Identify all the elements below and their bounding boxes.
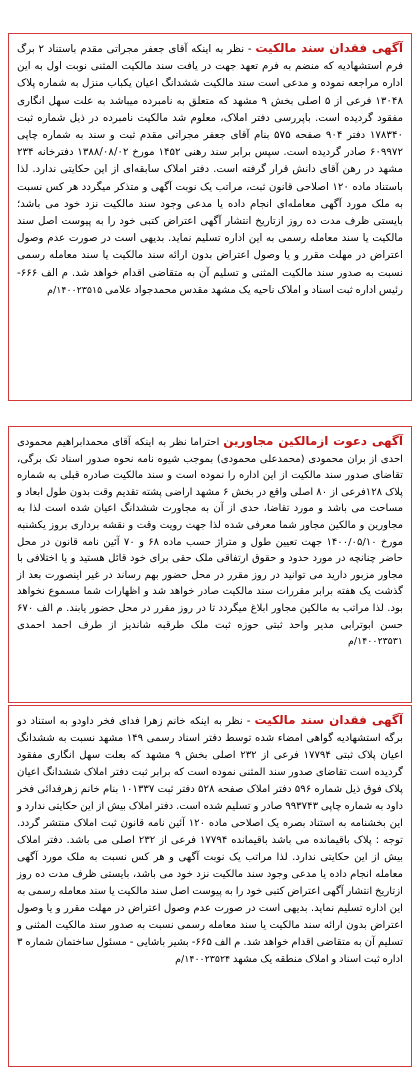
notice-2-signature: م الف ۶۷۰ حسن ابوترابی مدیر واحد ثبتی حوزه ثبت ملک طرقبه شاندیز از طرف احمد احمدی xyxy=(17,602,403,631)
notice-3-body: - نظر به اینکه خانم زهرا فدای فخر داودو به استناد دو برگه استشهادیه گواهی امضاء شده توسط دفتر اسناد رسمی ۱۴۹ مشهد نسبت به ششدانگ اعیان پلاک ثبتی ۱۷۷۹۴ فرعی از ۲۳۲ اصلی بخش ۹ مشهد که بعلت سهل انگاری مفقود گردیده است تقاضای صدور سند المثنی نموده است که برابر ثبت دفتر املاک ششدانگ اعیان پلاک فوق ذیل شماره ۵۹۶ دفتر املاک صفحه ۵۲۸ دفتر ثبت ۱۰۱۳۳۷ بنام خانم زهرفدائی فخر داود به شماره چاپی ۹۹۳۷۴۳ صادر و تسلیم شده است. دفتر املاک بیش از این حکایتی ندارد و این بخشنامه به استناد بصره یک اصلاحی ماده ۱۲۰ آئین نامه قانون ثبت املاک منتشر گردد. توجه : پلاک باقیمانده می باشد باقیمانده ۱۷۷۹۴ فرعی از ۲۳۲ اصلی می باشد. دفتر املاک بیش از این حکایتی ندارد. لذا مراتب یک نوبت آگهی و هر کس نسبت به ملک مورد آگهی معامله انجام داده یا مدعی وجود سند مالکیت نزد خود می باشد، بایستی ظرف مدت ده روز ازتاریخ انتشار آگهی اعتراض کتبی خود را به پیوست اصل سند مالکیت یا سند معامله رسمی به این اداره تسلیم نماید. بدیهی است در صورت عدم وصول اعتراض در مهلت مقرر و یا وصول اعتراض بدون ارائه سند مالکیت یا سند معامله رسمی نسبت به صدور سند مالکیت المثنی و تسلیم آن به متقاضی اقدام خواهد شد. xyxy=(17,716,403,948)
notice-3-code: ۱۴۰۰۲۳۵۲۴/م xyxy=(175,954,231,965)
notice-3-title: آگهی فقدان سند مالکیت xyxy=(254,713,403,727)
notice-property-deed-loss-1 xyxy=(8,33,412,401)
notice-2-body: احتراما نظر به اینکه آقای محمدابراهیم محمودی احدی از بران محمودی (محمدعلی محمودی) بموجب شیوه نامه نحوه صدور اسناد تک برگی، تقاضای صدور سند مالکیت از این اداره را نموده است و سند مالکیت صادره قبلی به شماره پلاک ۱۲۸فرعی از ۸۰ اصلی واقع در بخش ۶ مشهد اراضی پشته تقدیم وقت بدون طول ابعاد و مساحت می باشد و مورد تقاضا، حدی از آن به مجاورت ششدانگ اعیان شده است لذا به مجاورین و مالکین مجاور شما معرفی شده لذا جهت رویت وقت و نقشه برداری بروز یکشنبه مورخ ۱۴۰۰/۰۵/۱۰ جهت تعیین طول و متراژ حسب ماده ۶۸ و ۷۰ آئین نامه قانون در محل حاضر چنانچه در مورد حدود و حقوق ارتفاقی ملک حقی برای خود قائل هستید و یا اختلافی با مجاور مزبور دارید می توانید در روز مقرر در محل حضور بهم رساند در غیر اینصورت بعد از گذشت یک هفته برابر مقررات سند مالکیت صادر خواهد شد و اظهارات شما مسموع نخواهد بود. لذا مراتب به مالکین مجاور ابلاغ میگردد تا در روز مقرر در محل حضور یابند. xyxy=(17,437,403,614)
notice-2-title: آگهی دعوت ازمالکین مجاورین xyxy=(223,434,403,448)
notice-1-text xyxy=(17,40,403,299)
notice-1-title: آگهی فقدان سند مالکیت xyxy=(255,41,403,55)
notice-1-code: ۱۴۰۰۲۳۵۱۵/م xyxy=(47,284,103,296)
notice-3-text xyxy=(17,712,403,968)
notice-neighbors-invitation xyxy=(8,426,412,703)
notice-2-text xyxy=(17,433,403,651)
notice-1-signature: م الف ۶۶۶- رئیس اداره ثبت اسناد و املاک ناحیه یک مشهد مقدس محمدجواد علامی xyxy=(17,266,403,296)
notice-property-deed-loss-2 xyxy=(8,705,412,1067)
notice-2-code: ۱۴۰۰۲۳۵۳۱/م xyxy=(347,636,403,648)
notice-1-body: - نظر به اینکه آقای جعفر مجراتی مقدم باستناد ۲ برگ فرم استشهادیه که منضم به فرم تعهد جهت در یافت سند مالکیت المثنی نوبت اول به این اداره مراجعه نموده و مدعی است سند مالکیت ششدانگ اعیان یکباب منزل به شماره پلاک ۱۳۰۴۸ فرعی از ۵ اصلی بخش ۹ مشهد که متعلق به نامبرده میباشد به علت سهل انگاری مفقود گردیده است. باپررسی دفتر املاک، معلوم شد مالکیت نامبرده در ذیل شماره ثبت ۱۷۸۳۴۰ دفتر ۹۰۴ صفحه ۵۷۵ بنام آقای جعفر مجراتی مقدم ثبت و سند به شماره چاپی ۶۰۹۹۷۲ صادر گردیده است. سپس برابر سند رهنی ۱۴۵۲ مورخ ۱۳۸۸/۰۸/۰۲ دفترخانه ۲۳۴ مشهد در رهن آقای دانش قرار گرفته است. دفتر املاک سابقه‌ای از این حکایتی ندارد. لذا باستناد ماده ۱۲۰ اصلاحی قانون ثبت، مراتب یک نوبت آگهی و متذکر میگردد هر کس نسبت به ملک مورد آگهی معامله‌ای انجام داده یا مدعی وجود سند مالکیت نزد خود می باشد؛ بایستی ظرف مدت ده روز ازتاریخ انتشار آگهی اعتراض کتبی خود را به پیوست اصل سند مالکیت یا سند معامله رسمی به این اداره تسلیم نماید. بدیهی است در صورت عدم وصول اعتراض در مهلت مقرر و یا وصول اعتراض بدون ارائه سند مالکیت یا سند معامله رسمی نسبت به صدور سند مالکیت المثنی و تسلیم آن به متقاضی اقدام خواهد شد. xyxy=(17,43,404,279)
notice-3-signature: م الف ۶۶۵- بشیر باشایی - مسئول ساختمان شماره ۳ اداره ثبت اسناد و املاک منطقه یک مشهد xyxy=(17,937,403,965)
